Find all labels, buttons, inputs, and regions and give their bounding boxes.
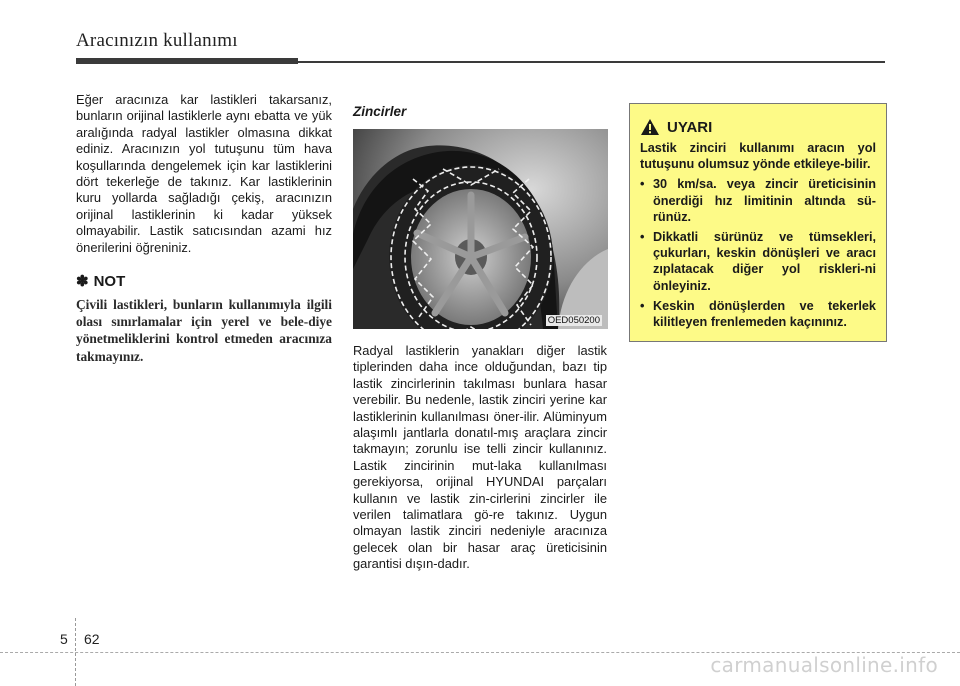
figure-code: OED050200: [547, 315, 600, 326]
chains-heading: Zincirler: [353, 104, 407, 119]
header-rule-thin: [298, 61, 885, 63]
warning-triangle-icon: [640, 118, 660, 136]
warning-item-text: Keskin dönüşlerden ve tekerlek kilitleyen frenlemeden kaçınınız.: [653, 298, 876, 330]
chapter-number: 5: [60, 631, 68, 647]
warning-title: UYARI: [667, 118, 713, 136]
warning-item: [640, 229, 876, 294]
snow-tire-paragraph: Eğer aracınıza kar lastikleri takarsanız, bunların orijinal lastiklerle aynı ebatta ve yük aralığında radyal lastikler olmasına dikkat ediniz. Aracınızın yol tutuşunu tüm hava koşullarında dengelemek için kar lastiklerini dört tekerleğe de takınız. Kar lastiklerinin kuru yollarda sağladığı çekiş, aracınızın orijinal lastiklerinin ki kadar yüksek olmayabilir. Lastik satıcısından azami hız önerilerini öğreniniz.: [76, 92, 332, 255]
warning-list: [640, 176, 876, 330]
chains-column: [353, 343, 607, 573]
note-heading-label: NOT: [93, 272, 126, 290]
warning-item: [640, 176, 876, 225]
chains-paragraph: Radyal lastiklerin yanakları diğer lastik tiplerinden daha ince olduğundan, bazı tip lastik zincirlerinin takılması bunlara hasar verebilir. Bu nedenle, lastik zinciri yerine kar lastiklerinin kullanılması öner-ilir. Alüminyum alaşımlı jantlarla donatıl-mış araçlara zincir takmayın; zorunlu ise telli zincir kullanınız. Lastik zincirinin mut-laka kullanılması gerekiyorsa, orijinal HYUNDAI parçaları kullanın ve lastik zin-cirlerini zincirler ile verilen talimatlara gö-re takınız. Uygun olmayan lastik zinciri nedeniyle aracınıza gelecek olan bir hasar araç üreticisinin garantisi dışın-dadır.: [353, 343, 607, 572]
note-star-icon: ✽: [76, 273, 89, 291]
header-rule-thick: [76, 58, 298, 64]
warning-intro: Lastik zinciri kullanımı aracın yol tutuşunu olumsuz yönde etkileye-bilir.: [640, 141, 876, 172]
left-column: [76, 92, 332, 365]
bullet-icon: •: [640, 177, 645, 192]
warning-box: [629, 103, 887, 342]
page-number: 62: [84, 631, 100, 647]
note-text: Çivili lastikleri, bunların kullanımıyla ilgili olası sınırlamalar için yerel ve bele-diye yönetmeliklerini kontrol etmeden aracınıza takmayınız.: [76, 297, 332, 364]
warning-item-text: 30 km/sa. veya zincir üreticisinin önerdiği hız limitinin altında sü-rünüz.: [653, 177, 876, 224]
tire-chain-illustration: [353, 129, 608, 329]
page-header-title: Aracınızın kullanımı: [76, 30, 238, 51]
bullet-icon: •: [640, 230, 645, 245]
warning-item: [640, 298, 876, 330]
watermark-text: carmanualsonline.info: [710, 653, 938, 677]
warning-header: [640, 118, 876, 136]
chains-heading-block: [353, 104, 607, 119]
warning-item-text: Dikkatli sürünüz ve tümsekleri, çukurları, keskin dönüşleri ve aracı zıplatacak diğer yol riskleri-ni önleyiniz.: [653, 230, 876, 293]
tire-chain-image: [353, 129, 608, 329]
note-heading: [76, 272, 332, 290]
bullet-icon: •: [640, 298, 645, 313]
